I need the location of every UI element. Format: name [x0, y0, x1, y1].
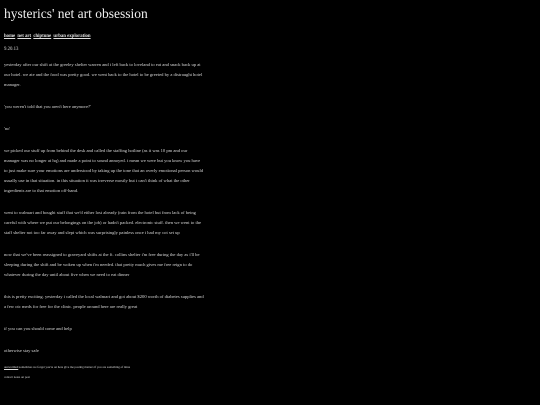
footer-text: sometimes we forget you're on here give me posting matters if you are something of mine [19, 365, 131, 369]
blog-page [4, 6, 204, 380]
post-body [4, 60, 204, 356]
post-paragraph: if you can you should come and help [4, 326, 72, 331]
post-paragraph: 'no' [4, 126, 11, 131]
post-footer [4, 364, 204, 380]
nav-link-chiptune[interactable]: chiptune [33, 34, 52, 39]
nav-bar [4, 34, 204, 39]
footer-line [4, 364, 204, 370]
post-paragraph: yesterday after our shift at the greeley shelter warren and i left back to loveland to eat and snack back up at our hotel. we ate and the food was pretty good. we went back to the hotel to be greeted by a distraught hotel manager. [4, 62, 203, 87]
nav-link-urban-exploration[interactable]: urban exploration [53, 34, 91, 39]
nav-link-net-art[interactable]: net art [17, 34, 32, 39]
post-paragraph: now that we've been reassigned to graveyard shifts at the ft. collins shelter i'm free during the day as i'll be sleeping during the shift and be woken up when i'm needed. that pretty much gives me free reign to do whatever during the day until about five when we need to eat dinner [4, 252, 200, 277]
post-paragraph: 'you weren't told that you aren't here anymore?' [4, 104, 91, 109]
nav-link-home[interactable]: home [4, 34, 16, 39]
footer-link[interactable]: ourworlded [4, 365, 19, 369]
post-date: 9.20.13 [4, 47, 19, 52]
post-paragraph: this is pretty exciting. yesterday i called the local walmart and got about $200 worth of diabetes supplies and a few otc meds for free for the clinic. people around here are really great [4, 294, 204, 309]
footer-status: contact notes on post [4, 375, 31, 379]
post-paragraph: went to walmart and bought stuff that we'd either lost already (rain from the hotel but from lack of being careful with where we put our belongings on the job) or hadn't packed. electronic stuff. then we went to the staff shelter not too far away and slept which was surprisingly painless once i had my cot set up [4, 210, 202, 235]
post-paragraph: otherwise stay safe [4, 348, 39, 353]
post-paragraph: we picked our stuff up from behind the desk and called the staffing hotline (as it was 10 pm and our manager was no longer at hq) and made a point to sound annoyed. i mean we were but you know you have to just make sure your emotions are understood by taking up the tone that an overly emotional person would usually use in that situation. in this situation it was irreverse mostly but i can't think of what the other ingredients are to that emotion off-hand. [4, 148, 204, 193]
blog-title: hysterics' net art obsession [4, 6, 148, 21]
